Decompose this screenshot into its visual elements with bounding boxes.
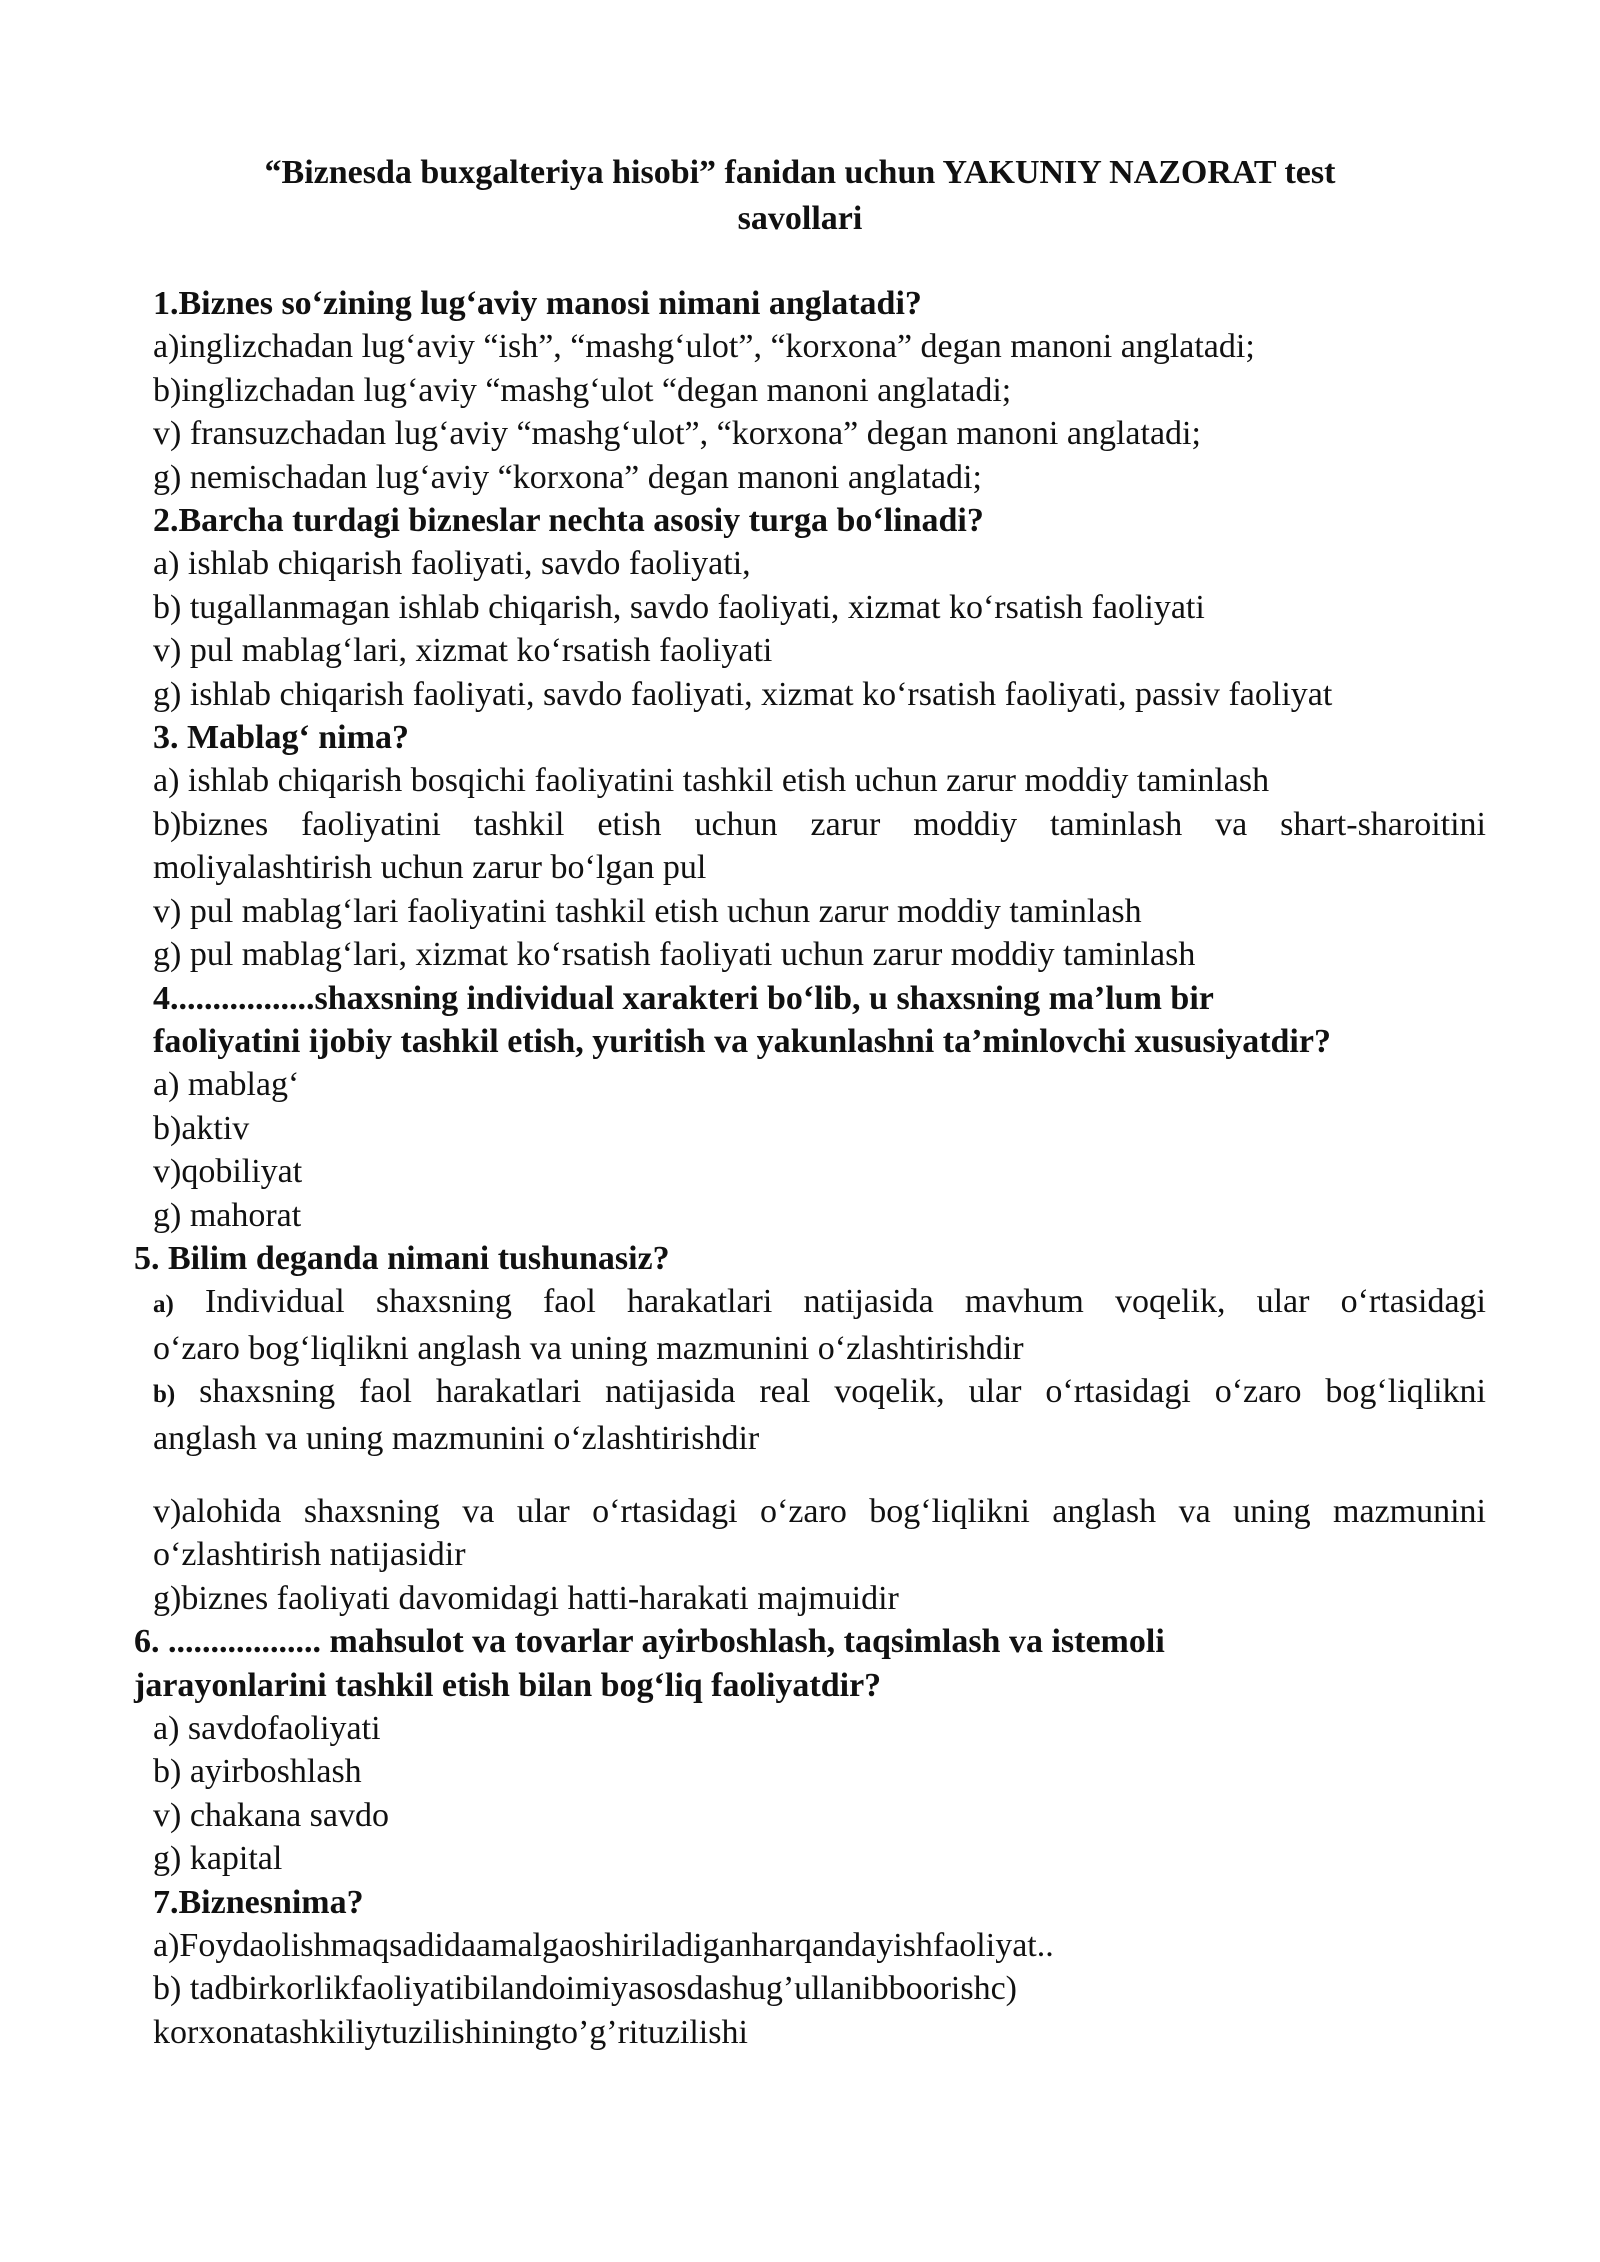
question-5-option-v-line-1: v)alohida shaxsning va ular o‘rtasidagi o‘zaro bog‘liqlikni anglash va uning mazmunini: [153, 1492, 1486, 1530]
question-5-option-b-text: shaxsning faol harakatlari natijasida real voqelik, ular o‘rtasidagi o‘zaro bog‘liqlikni: [199, 1373, 1486, 1411]
question-5-option-b-line-2: anglash va uning mazmunini o‘zlashtirishdir: [153, 1419, 760, 1457]
question-2-option-v: v) pul mablag‘lari, xizmat ko‘rsatish faoliyati: [153, 632, 773, 670]
question-3-option-g: g) pul mablag‘lari, xizmat ko‘rsatish faoliyati uchun zarur moddiy taminlash: [153, 936, 1196, 974]
question-3-option-a: a) ishlab chiqarish bosqichi faoliyatini tashkil etish uchun zarur moddiy taminlash: [153, 762, 1270, 800]
question-4-option-b: b)aktiv: [153, 1109, 250, 1147]
question-5-option-a-line-2: o‘zaro bog‘liqlikni anglash va uning mazmunini o‘zlashtirishdir: [153, 1329, 1024, 1367]
paragraph-gap: [0, 1460, 1600, 1490]
question-4-option-v: v)qobiliyat: [153, 1153, 303, 1191]
question-4-line-1: 4.................shaxsning individual xarakteri bo‘lib, u shaxsning ma’lum bir: [153, 979, 1214, 1017]
question-6-option-b: b) ayirboshlash: [153, 1753, 362, 1791]
title-line-2: savollari: [737, 200, 863, 237]
document-title: [200, 150, 1400, 242]
question-5-option-a-marker: a): [153, 1291, 174, 1319]
question-4-option-a: a) mablag‘: [153, 1066, 300, 1104]
title-line-1: “Biznesda buxgalteriya hisobi” fanidan uchun YAKUNIY NAZORAT test: [264, 154, 1336, 191]
question-2-option-g: g) ishlab chiqarish faoliyati, savdo faoliyati, xizmat ko‘rsatish faoliyati, passiv faoliyat: [153, 675, 1333, 713]
question-6-option-v: v) chakana savdo: [153, 1796, 390, 1834]
question-3: 3. Mablag‘ nima?: [153, 719, 409, 757]
question-2: 2.Barcha turdagi bizneslar nechta asosiy turga bo‘linadi?: [153, 502, 984, 540]
question-5: 5. Bilim deganda nimani tushunasiz?: [134, 1239, 670, 1277]
question-2-option-a: a) ishlab chiqarish faoliyati, savdo faoliyati,: [153, 545, 751, 583]
question-3-option-b-line-1: b)biznes faoliyatini tashkil etish uchun zarur moddiy taminlash va shart-sharoitini: [153, 805, 1486, 843]
question-3-option-b-line-2: moliyalashtirish uchun zarur bo‘lgan pul: [153, 849, 707, 887]
question-6-line-1: 6. .................. mahsulot va tovarlar ayirboshlash, taqsimlash va istemoli: [134, 1623, 1165, 1661]
question-1-option-g: g) nemischadan lug‘aviy “korxona” degan manoni anglatadi;: [153, 458, 982, 496]
question-5-option-g: g)biznes faoliyati davomidagi hatti-harakati majmuidir: [153, 1579, 899, 1617]
question-7-option-b: b) tadbirkorlikfaoliyatibilandoimiyasosdashug’ullanibboorishc): [153, 1970, 1017, 2008]
question-1: 1.Biznes so‘zining lug‘aviy manosi nimani anglatadi?: [153, 285, 922, 322]
question-5-option-a-text: Individual shaxsning faol harakatlari natijasida mavhum voqelik, ular o‘rtasidagi: [204, 1283, 1486, 1321]
question-5-option-b-line-1: [0, 1370, 1486, 1416]
question-4-option-g: g) mahorat: [153, 1196, 302, 1234]
question-5-option-b-marker: b): [153, 1381, 176, 1409]
question-7: 7.Biznesnima?: [153, 1883, 364, 1921]
question-1-option-b: b)inglizchadan lug‘aviy “mashg‘ulot “degan manoni anglatadi;: [153, 371, 1012, 409]
question-1-option-v: v) fransuzchadan lug‘aviy “mashg‘ulot”, “korxona” degan manoni anglatadi;: [153, 415, 1201, 453]
question-6-option-a: a) savdofaoliyati: [153, 1710, 381, 1747]
question-6-line-2: jarayonlarini tashkil etish bilan bog‘liq faoliyatdir?: [134, 1666, 882, 1704]
question-2-option-b: b) tugallanmagan ishlab chiqarish, savdo faoliyati, xizmat ko‘rsatish faoliyati: [153, 588, 1205, 626]
question-3-option-v: v) pul mablag‘lari faoliyatini tashkil etish uchun zarur moddiy taminlash: [153, 892, 1142, 930]
question-4-line-2: faoliyatini ijobiy tashkil etish, yuritish va yakunlashni ta’minlovchi xususiyatdir?: [153, 1022, 1331, 1060]
question-5-option-v-line-2: o‘zlashtirish natijasidir: [153, 1536, 466, 1574]
question-6-option-g: g) kapital: [153, 1840, 283, 1878]
question-7-option-a: a)Foydaolishmaqsadidaamalgaoshiriladiganharqandayishfaoliyat..: [153, 1927, 1054, 1965]
question-1-option-a: a)inglizchadan lug‘aviy “ish”, “mashg‘ulot”, “korxona” degan manoni anglatadi;: [153, 328, 1255, 366]
question-5-option-a-line-1: [0, 1280, 1486, 1326]
test-questions: [0, 282, 1600, 2054]
question-7-option-c-continued: korxonatashkiliytuzilishiningto’g’rituzilishi: [153, 2013, 748, 2051]
